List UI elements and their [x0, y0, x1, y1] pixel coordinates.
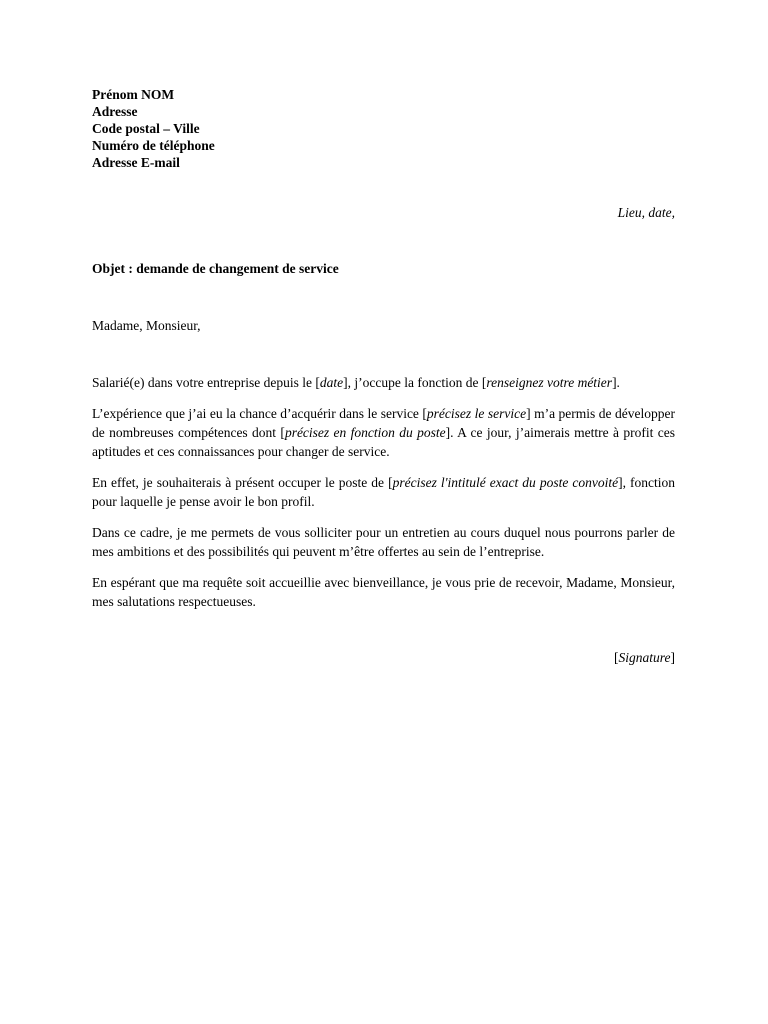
- placeholder-position: précisez l'intitulé exact du poste convoité: [392, 475, 619, 490]
- paragraph-text: Dans ce cadre, je me permets de vous solliciter pour un entretien au cours duquel nous pourrons parler de mes ambitions et des possibilités qui peuvent m’être offertes au sein de l’entreprise.: [92, 525, 675, 559]
- paragraph-text: L’expérience que j’ai eu la chance d’acquérir dans le service [: [92, 406, 427, 421]
- subject-line: Objet : demande de changement de service: [92, 261, 339, 276]
- paragraph-text: ], fonction pour laquelle je pense avoir le bon profil.: [92, 475, 675, 509]
- paragraph-text: ]. A ce jour, j’aimerais mettre à profit ces aptitudes et ces connaissances pour changer de service.: [92, 425, 675, 459]
- paragraph-text: Salarié(e) dans votre entreprise depuis le [: [92, 375, 320, 390]
- sender-address: Adresse: [92, 104, 138, 119]
- sender-block: [92, 86, 675, 171]
- sender-email: Adresse E-mail: [92, 155, 180, 170]
- paragraph-text: En espérant que ma requête soit accueillie avec bienveillance, je vous prie de recevoir, Madame, Monsieur, mes salutations respectueuses.: [92, 575, 675, 609]
- salutation: Madame, Monsieur,: [92, 318, 201, 333]
- placeholder-date: date: [319, 375, 344, 390]
- bracket-close: ]: [670, 650, 675, 665]
- paragraph-3: [92, 473, 675, 511]
- sender-phone: Numéro de téléphone: [92, 138, 215, 153]
- signature-placeholder: Signature: [618, 650, 671, 665]
- placeholder-service: précisez le service: [426, 406, 527, 421]
- placeholder-skills: précisez en fonction du poste: [284, 425, 446, 440]
- paragraph-1: [92, 373, 675, 392]
- signature-line: [92, 649, 675, 666]
- sender-name: Prénom NOM: [92, 87, 175, 102]
- paragraph-text: ], j’occupe la fonction de [: [343, 375, 487, 390]
- letter-body: [92, 373, 675, 611]
- paragraph-4: [92, 523, 675, 561]
- paragraph-5: [92, 573, 675, 611]
- sender-postal-city: Code postal – Ville: [92, 121, 200, 136]
- place-date: Lieu, date,: [617, 205, 675, 220]
- paragraph-2: [92, 404, 675, 461]
- paragraph-text: En effet, je souhaiterais à présent occuper le poste de [: [92, 475, 393, 490]
- letter-page: [92, 86, 675, 666]
- paragraph-text: ].: [612, 375, 620, 390]
- placeholder-job: renseignez votre métier: [486, 375, 613, 390]
- bracket-open: [: [614, 650, 619, 665]
- paragraph-text: ] m’a permis de développer de nombreuses compétences dont [: [92, 406, 675, 440]
